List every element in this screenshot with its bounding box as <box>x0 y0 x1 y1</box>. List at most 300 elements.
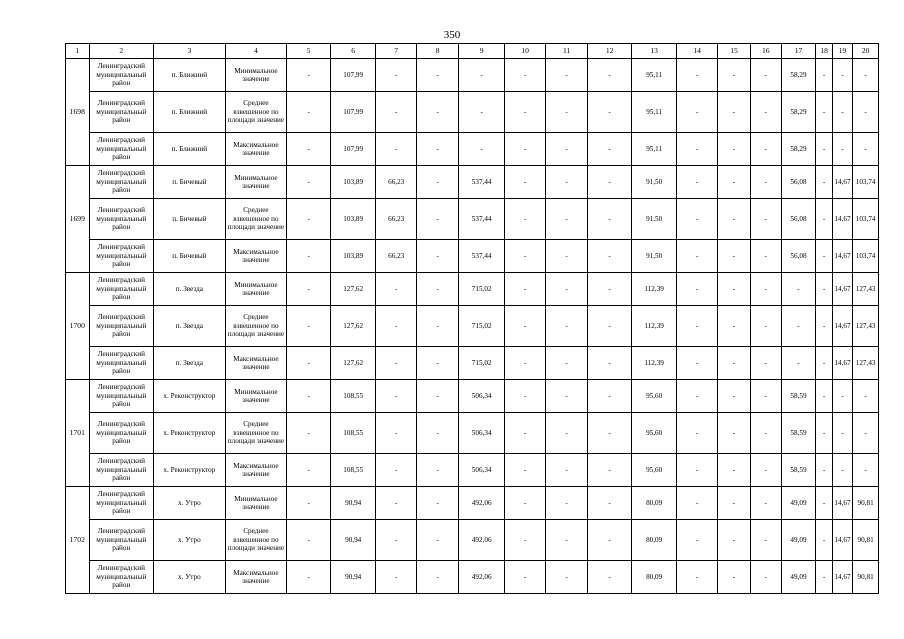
column-header: 6 <box>331 44 376 59</box>
table-cell: - <box>505 92 546 133</box>
table-cell: - <box>287 347 331 380</box>
table-cell: - <box>459 133 505 166</box>
table-cell: - <box>588 561 632 594</box>
table-cell: 49,09 <box>781 561 816 594</box>
table-cell: - <box>505 273 546 306</box>
table-cell: - <box>816 561 832 594</box>
table-cell: - <box>677 487 718 520</box>
table-cell: 56,08 <box>781 240 816 273</box>
table-cell: - <box>677 413 718 454</box>
table-row <box>66 454 879 487</box>
table-cell: 95,11 <box>632 133 677 166</box>
column-header: 1 <box>66 44 90 59</box>
table-cell: - <box>677 166 718 199</box>
table-cell: 715,02 <box>459 347 505 380</box>
table-cell: 14,67 <box>832 199 852 240</box>
table-cell: - <box>505 487 546 520</box>
table-row <box>66 413 879 454</box>
table-cell: - <box>546 199 588 240</box>
table-cell: - <box>781 347 816 380</box>
table-cell: - <box>588 166 632 199</box>
table-cell: Максимальное значение <box>225 454 286 487</box>
table-cell: 14,67 <box>832 306 852 347</box>
table-body <box>66 59 879 594</box>
table-cell: 715,02 <box>459 273 505 306</box>
table-cell: 506,34 <box>459 454 505 487</box>
table-cell: - <box>718 520 751 561</box>
table-cell: - <box>816 454 832 487</box>
table-cell: Максимальное значение <box>225 347 286 380</box>
column-header: 5 <box>287 44 331 59</box>
table-cell: Ленинградский муниципальный район <box>89 520 154 561</box>
table-cell: 91,50 <box>632 199 677 240</box>
table-cell: - <box>588 487 632 520</box>
table-cell: 14,67 <box>832 520 852 561</box>
table-cell: - <box>417 306 459 347</box>
table-cell: 95,11 <box>632 92 677 133</box>
table-cell: - <box>832 454 852 487</box>
table-cell: - <box>816 487 832 520</box>
table-cell: 108,55 <box>331 413 376 454</box>
table-cell: - <box>417 273 459 306</box>
table-cell: - <box>459 92 505 133</box>
table-cell: Минимальное значение <box>225 380 286 413</box>
table-cell: Ленинградский муниципальный район <box>89 487 154 520</box>
table-cell: - <box>750 561 781 594</box>
table-cell: - <box>588 273 632 306</box>
table-cell: - <box>588 520 632 561</box>
table-cell: 58,29 <box>781 92 816 133</box>
table-cell: 492,06 <box>459 561 505 594</box>
table-cell: - <box>816 133 832 166</box>
column-header: 10 <box>505 44 546 59</box>
table-cell: - <box>718 240 751 273</box>
table-cell: - <box>546 380 588 413</box>
table-cell: п. Ближний <box>154 133 226 166</box>
table-cell: - <box>853 454 879 487</box>
table-cell: п. Ближний <box>154 59 226 92</box>
table-cell: - <box>505 454 546 487</box>
table-cell: - <box>417 59 459 92</box>
table-cell: - <box>718 92 751 133</box>
table-cell: 58,29 <box>781 59 816 92</box>
table-cell: - <box>718 454 751 487</box>
table-cell: п. Звезда <box>154 273 226 306</box>
table-cell: - <box>505 199 546 240</box>
table-cell: - <box>287 92 331 133</box>
table-row <box>66 347 879 380</box>
table-cell: 492,06 <box>459 520 505 561</box>
table-cell: - <box>287 199 331 240</box>
table-cell: - <box>417 240 459 273</box>
column-header: 9 <box>459 44 505 59</box>
table-cell: - <box>287 380 331 413</box>
table-cell: - <box>677 380 718 413</box>
table-cell: Среднее взвешенное по площади значение <box>225 199 286 240</box>
table-cell: х. Утро <box>154 520 226 561</box>
table-row <box>66 380 879 413</box>
table-cell: - <box>546 133 588 166</box>
table-cell: 91,50 <box>632 240 677 273</box>
table-cell: 90,81 <box>853 561 879 594</box>
table-cell: - <box>750 520 781 561</box>
table-cell: - <box>546 273 588 306</box>
table-cell: - <box>287 413 331 454</box>
column-header: 13 <box>632 44 677 59</box>
table-cell: 107,99 <box>331 133 376 166</box>
table-row <box>66 199 879 240</box>
table-cell: - <box>853 59 879 92</box>
table-cell: - <box>677 92 718 133</box>
table-cell: п. Бичевый <box>154 240 226 273</box>
table-cell: - <box>376 454 417 487</box>
table-cell: - <box>832 92 852 133</box>
table-cell: Ленинградский муниципальный район <box>89 92 154 133</box>
table-cell: 103,89 <box>331 199 376 240</box>
table-cell: - <box>546 520 588 561</box>
table-cell: - <box>718 59 751 92</box>
table-cell: - <box>417 413 459 454</box>
table-cell: - <box>417 133 459 166</box>
table-cell: 108,55 <box>331 380 376 413</box>
table-cell: Минимальное значение <box>225 166 286 199</box>
table-cell: п. Бичевый <box>154 199 226 240</box>
column-header: 7 <box>376 44 417 59</box>
table-cell: - <box>677 520 718 561</box>
table-cell: - <box>718 347 751 380</box>
table-cell: 103,74 <box>853 199 879 240</box>
table-cell: - <box>546 240 588 273</box>
table-row <box>66 166 879 199</box>
table-cell: - <box>588 454 632 487</box>
table-cell: - <box>505 306 546 347</box>
table-cell: 14,67 <box>832 487 852 520</box>
table-cell: 103,89 <box>331 240 376 273</box>
table-cell: 127,43 <box>853 347 879 380</box>
table-cell: - <box>816 306 832 347</box>
table-cell: - <box>417 199 459 240</box>
table-cell: - <box>546 166 588 199</box>
table-cell: 112,39 <box>632 306 677 347</box>
table-cell: - <box>287 240 331 273</box>
table-cell: - <box>505 561 546 594</box>
table-cell: 95,60 <box>632 454 677 487</box>
table-row <box>66 240 879 273</box>
table-cell: 127,62 <box>331 347 376 380</box>
table-row <box>66 306 879 347</box>
table-cell: 127,43 <box>853 273 879 306</box>
table-cell: Ленинградский муниципальный район <box>89 133 154 166</box>
table-cell: - <box>832 380 852 413</box>
column-header: 18 <box>816 44 832 59</box>
table-cell: 103,74 <box>853 166 879 199</box>
table-cell: - <box>546 92 588 133</box>
table-cell: - <box>505 166 546 199</box>
table-cell: - <box>376 133 417 166</box>
table-cell: Ленинградский муниципальный район <box>89 413 154 454</box>
row-number: 1700 <box>66 273 90 380</box>
table-cell: - <box>417 92 459 133</box>
table-cell: 95,60 <box>632 413 677 454</box>
table-cell: 90,81 <box>853 520 879 561</box>
table-cell: - <box>750 59 781 92</box>
table-cell: 80,09 <box>632 487 677 520</box>
table-cell: - <box>459 59 505 92</box>
table-cell: - <box>832 133 852 166</box>
table-cell: 49,09 <box>781 487 816 520</box>
table-cell: - <box>505 520 546 561</box>
table-cell: Максимальное значение <box>225 561 286 594</box>
table-cell: 127,62 <box>331 273 376 306</box>
table-row <box>66 133 879 166</box>
table-cell: - <box>816 520 832 561</box>
table-cell: - <box>376 347 417 380</box>
table-cell: 107,99 <box>331 92 376 133</box>
table-cell: Минимальное значение <box>225 273 286 306</box>
table-cell: - <box>417 347 459 380</box>
table-cell: - <box>816 347 832 380</box>
table-cell: - <box>505 59 546 92</box>
table-cell: Ленинградский муниципальный район <box>89 380 154 413</box>
table-cell: - <box>718 133 751 166</box>
table-cell: 66,23 <box>376 240 417 273</box>
table-cell: - <box>853 92 879 133</box>
table-cell: - <box>816 166 832 199</box>
table-cell: - <box>376 561 417 594</box>
table-cell: - <box>546 454 588 487</box>
table-cell: - <box>588 347 632 380</box>
table-cell: - <box>287 306 331 347</box>
table-cell: Ленинградский муниципальный район <box>89 199 154 240</box>
table-cell: - <box>816 240 832 273</box>
table-cell: - <box>816 413 832 454</box>
table-cell: - <box>287 561 331 594</box>
column-header: 20 <box>853 44 879 59</box>
table-cell: 91,50 <box>632 166 677 199</box>
table-cell: - <box>287 454 331 487</box>
table-cell: - <box>750 199 781 240</box>
table-cell: 58,59 <box>781 413 816 454</box>
table-cell: 112,39 <box>632 273 677 306</box>
table-cell: - <box>588 306 632 347</box>
table-cell: 58,59 <box>781 380 816 413</box>
table-cell: 58,29 <box>781 133 816 166</box>
table-cell: - <box>376 92 417 133</box>
table-cell: - <box>417 561 459 594</box>
table-cell: Ленинградский муниципальный район <box>89 59 154 92</box>
table-cell: - <box>588 380 632 413</box>
table-cell: - <box>750 133 781 166</box>
table-cell: - <box>816 199 832 240</box>
table-cell: - <box>718 166 751 199</box>
table-cell: 80,09 <box>632 561 677 594</box>
table-row <box>66 92 879 133</box>
table-cell: - <box>750 306 781 347</box>
table-cell: п. Звезда <box>154 306 226 347</box>
column-header: 3 <box>154 44 226 59</box>
row-number: 1699 <box>66 166 90 273</box>
table-cell: Ленинградский муниципальный район <box>89 273 154 306</box>
table-cell: - <box>816 273 832 306</box>
table-cell: х. Реконструктор <box>154 454 226 487</box>
table-cell: - <box>546 487 588 520</box>
table-cell: - <box>718 199 751 240</box>
table-cell: - <box>376 487 417 520</box>
table-cell: 90,94 <box>331 520 376 561</box>
table-cell: - <box>287 520 331 561</box>
table-cell: 492,06 <box>459 487 505 520</box>
table-cell: - <box>816 92 832 133</box>
table-cell: - <box>718 561 751 594</box>
table-cell: - <box>718 380 751 413</box>
table-cell: - <box>750 347 781 380</box>
table-cell: Максимальное значение <box>225 133 286 166</box>
table-cell: - <box>287 59 331 92</box>
table-cell: 715,02 <box>459 306 505 347</box>
table-cell: - <box>677 59 718 92</box>
page-number: 350 <box>443 29 461 41</box>
table-cell: - <box>677 240 718 273</box>
table-cell: - <box>781 306 816 347</box>
table-cell: 14,67 <box>832 240 852 273</box>
table-cell: Минимальное значение <box>225 487 286 520</box>
table-cell: - <box>750 487 781 520</box>
data-table <box>65 43 879 594</box>
table-cell: - <box>853 133 879 166</box>
table-cell: - <box>546 306 588 347</box>
table-cell: 56,08 <box>781 199 816 240</box>
table-cell: 127,62 <box>331 306 376 347</box>
table-cell: 56,08 <box>781 166 816 199</box>
table-cell: - <box>718 487 751 520</box>
table-cell: - <box>718 273 751 306</box>
table-cell: 506,34 <box>459 413 505 454</box>
table-cell: - <box>677 347 718 380</box>
table-cell: п. Звезда <box>154 347 226 380</box>
table-cell: - <box>546 561 588 594</box>
table-cell: 58,59 <box>781 454 816 487</box>
table-cell: Ленинградский муниципальный район <box>89 454 154 487</box>
table-cell: Максимальное значение <box>225 240 286 273</box>
table-cell: 14,67 <box>832 166 852 199</box>
table-cell: х. Утро <box>154 561 226 594</box>
table-cell: - <box>832 59 852 92</box>
table-cell: - <box>750 454 781 487</box>
table-cell: - <box>417 454 459 487</box>
table-row <box>66 59 879 92</box>
table-cell: 127,43 <box>853 306 879 347</box>
table-cell: - <box>287 273 331 306</box>
table-cell: - <box>750 273 781 306</box>
table-cell: 80,09 <box>632 520 677 561</box>
table-cell: - <box>750 92 781 133</box>
table-cell: - <box>677 273 718 306</box>
table-cell: - <box>677 454 718 487</box>
table-cell: - <box>853 413 879 454</box>
table-cell: - <box>588 413 632 454</box>
table-cell: х. Реконструктор <box>154 380 226 413</box>
table-cell: 49,09 <box>781 520 816 561</box>
table-cell: 537,44 <box>459 199 505 240</box>
table-cell: 14,67 <box>832 273 852 306</box>
table-cell: - <box>505 347 546 380</box>
table-cell: Минимальное значение <box>225 59 286 92</box>
table-cell: - <box>677 199 718 240</box>
table-cell: Ленинградский муниципальный район <box>89 166 154 199</box>
table-cell: - <box>505 240 546 273</box>
table-cell: - <box>417 520 459 561</box>
table-cell: 90,94 <box>331 561 376 594</box>
table-cell: - <box>750 380 781 413</box>
table-cell: п. Бичевый <box>154 166 226 199</box>
table-cell: 537,44 <box>459 240 505 273</box>
table-cell: 506,34 <box>459 380 505 413</box>
table-cell: 95,11 <box>632 59 677 92</box>
table-cell: 66,23 <box>376 199 417 240</box>
table-cell: 90,81 <box>853 487 879 520</box>
table-cell: - <box>750 240 781 273</box>
table-cell: 66,23 <box>376 166 417 199</box>
table-cell: - <box>417 166 459 199</box>
table-cell: 112,39 <box>632 347 677 380</box>
table-cell: Ленинградский муниципальный район <box>89 347 154 380</box>
table-cell: 103,74 <box>853 240 879 273</box>
column-header: 12 <box>588 44 632 59</box>
table-cell: - <box>376 413 417 454</box>
table-cell: Среднее взвешенное по площади значение <box>225 306 286 347</box>
table-cell: - <box>417 380 459 413</box>
table-cell: - <box>816 380 832 413</box>
table-cell: - <box>677 561 718 594</box>
table-cell: х. Утро <box>154 487 226 520</box>
table-cell: х. Реконструктор <box>154 413 226 454</box>
table-cell: - <box>546 413 588 454</box>
table-cell: - <box>588 240 632 273</box>
table-row <box>66 487 879 520</box>
table-cell: Ленинградский муниципальный район <box>89 561 154 594</box>
table-cell: Среднее взвешенное по площади значение <box>225 520 286 561</box>
table-cell: Ленинградский муниципальный район <box>89 306 154 347</box>
table-cell: - <box>287 166 331 199</box>
column-header: 19 <box>832 44 852 59</box>
table-cell: - <box>376 306 417 347</box>
column-header: 14 <box>677 44 718 59</box>
table-cell: 95,60 <box>632 380 677 413</box>
table-cell: 107,99 <box>331 59 376 92</box>
column-header: 15 <box>718 44 751 59</box>
table-cell: Среднее взвешенное по площади значение <box>225 413 286 454</box>
table-cell: - <box>781 273 816 306</box>
column-header: 8 <box>417 44 459 59</box>
table-cell: 90,94 <box>331 487 376 520</box>
table-cell: - <box>546 347 588 380</box>
table-cell: - <box>588 199 632 240</box>
table-cell: - <box>505 413 546 454</box>
table-cell: - <box>832 413 852 454</box>
table-row <box>66 273 879 306</box>
table-cell: - <box>750 413 781 454</box>
table-cell: Среднее взвешенное по площади значение <box>225 92 286 133</box>
header-row <box>66 44 879 59</box>
table-cell: - <box>505 133 546 166</box>
table-cell: - <box>718 306 751 347</box>
table-cell: - <box>718 413 751 454</box>
table-row <box>66 520 879 561</box>
table-cell: - <box>853 380 879 413</box>
row-number: 1702 <box>66 487 90 594</box>
table-cell: - <box>376 59 417 92</box>
table-cell: - <box>588 59 632 92</box>
